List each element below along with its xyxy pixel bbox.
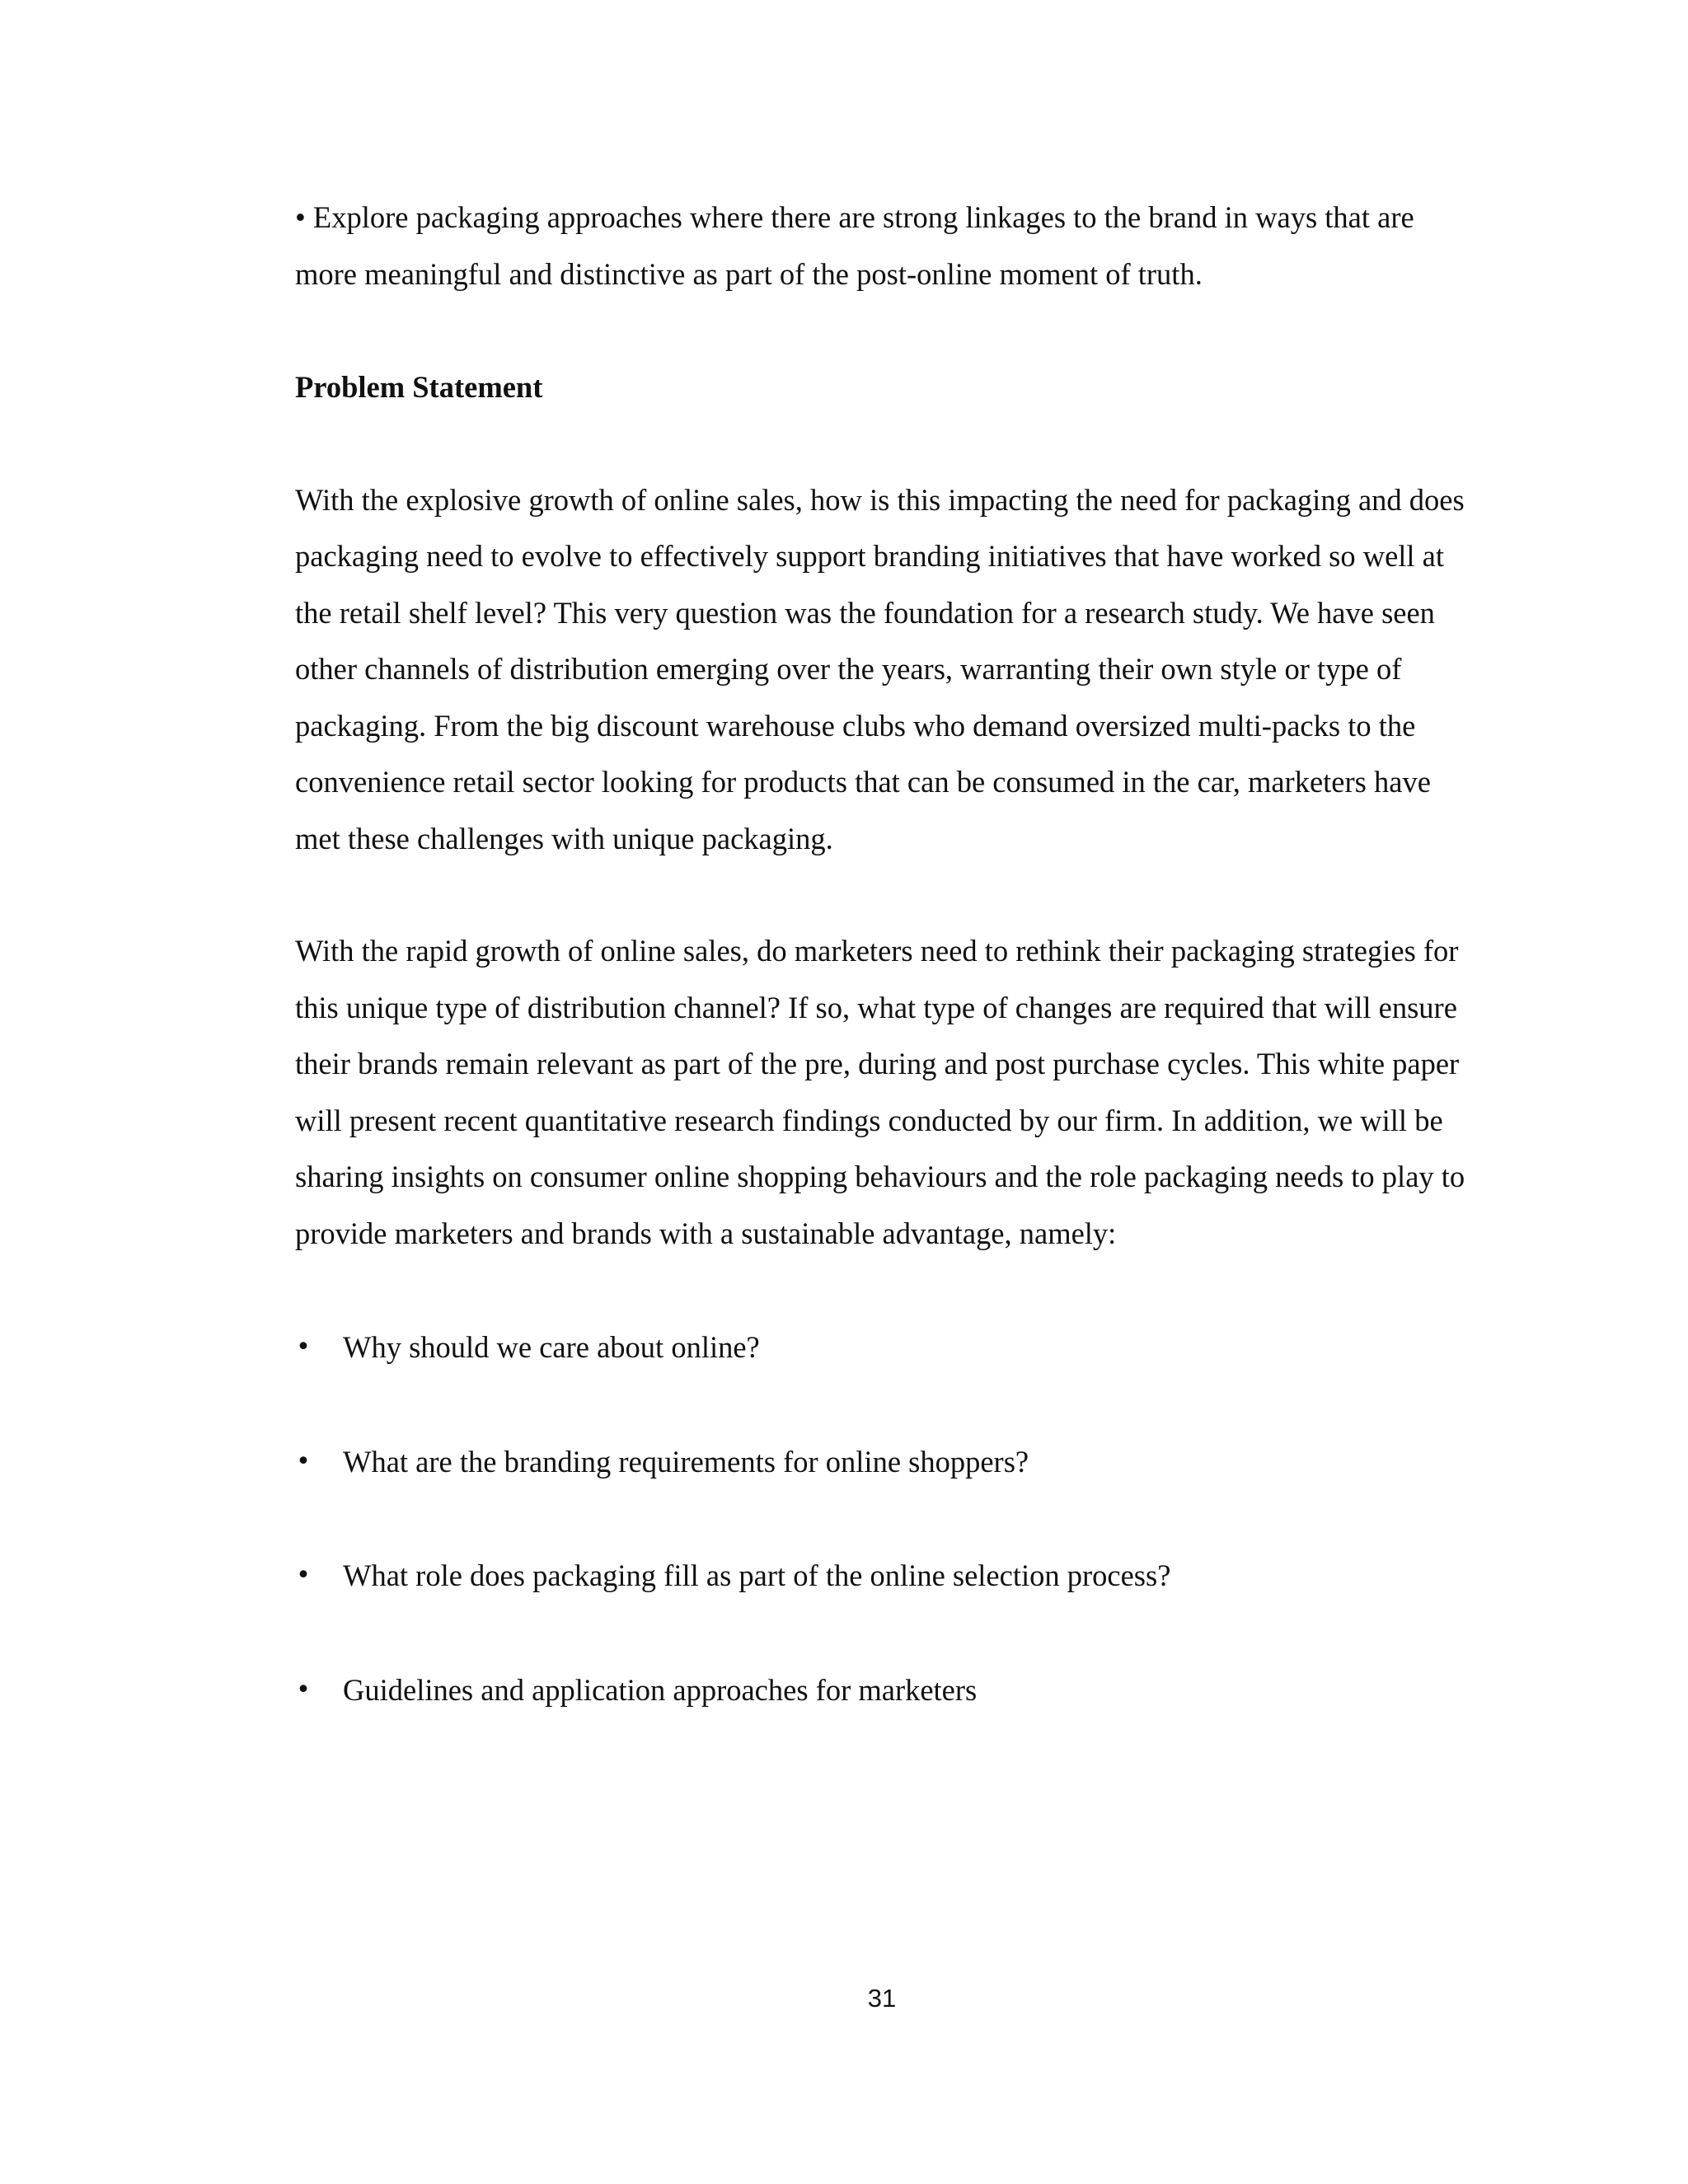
list-item-text: Guidelines and application approaches for marketers <box>343 1672 978 1707</box>
list-item-text: What role does packaging fill as part of the online selection process? <box>343 1558 1171 1592</box>
page-content <box>295 190 1465 1718</box>
list-item <box>295 1319 1465 1376</box>
page-number: 31 <box>867 1984 897 2013</box>
bullet-icon: • <box>296 1333 311 1361</box>
question-list <box>295 1319 1465 1718</box>
body-paragraph-1: With the explosive growth of online sales, how is this impacting the need for packaging and does packaging need to evolve to effectively support branding initiatives that have worked so well at the retail shelf level? This very question was the foundation for a research study. We have seen other channels of distribution emerging over the years, warranting their own style or type of packaging. From the big discount warehouse clubs who demand oversized multi-packs to the convenience retail sector looking for products that can be consumed in the car, marketers have met these challenges with unique packaging. <box>295 482 1465 855</box>
body-paragraph-2: With the rapid growth of online sales, do marketers need to rethink their packaging strategies for this unique type of distribution channel? If so, what type of changes are required that will ensure their brands remain relevant as part of the pre, during and post purchase cycles. This white paper will present recent quantitative research findings conducted by our firm. In addition, we will be sharing insights on consumer online shopping behaviours and the role packaging needs to play to provide marketers and brands with a sustainable advantage, namely: <box>295 934 1465 1250</box>
bullet-icon: • <box>296 1561 311 1590</box>
list-item <box>295 1434 1465 1491</box>
list-item <box>295 1662 1465 1719</box>
list-item-text: Why should we care about online? <box>343 1330 760 1364</box>
list-item-text: What are the branding requirements for online shoppers? <box>343 1444 1029 1479</box>
list-item <box>295 1548 1465 1605</box>
intro-bullet-paragraph: • Explore packaging approaches where there are strong linkages to the brand in ways that are more meaningful and distinctive as part of the post-online moment of truth. <box>295 200 1414 291</box>
bullet-icon: • <box>296 1446 311 1476</box>
section-heading: Problem Statement <box>295 370 543 404</box>
bullet-icon: • <box>296 1675 311 1704</box>
